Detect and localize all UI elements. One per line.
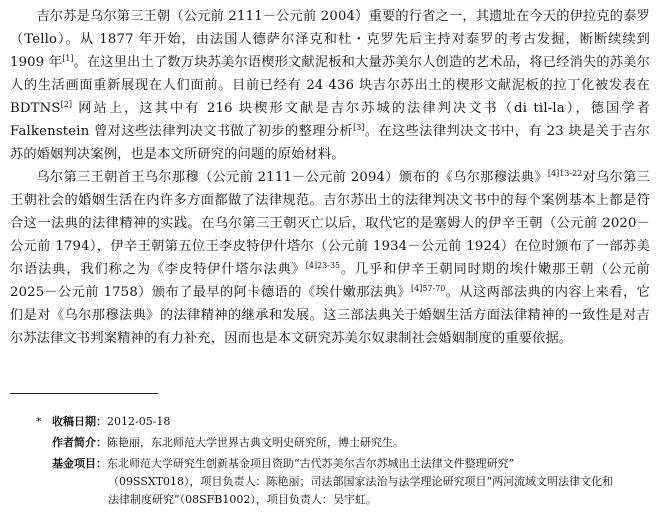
fund-line-1-text: 东北师范大学研究生创新基金项目资助“古代苏美尔吉尔苏城出土法律文件整理研究” bbox=[107, 457, 515, 470]
footnote-received-date bbox=[36, 413, 636, 431]
body-paragraph-1 bbox=[10, 5, 650, 166]
para2-text-2: 对乌尔第三王朝社会的婚姻生活在内许多方面都做了法律规范。吉尔苏出土的法律判决文书中的每个案例基本上都是符合这一法典的法律精神的实践。在乌尔第三王朝灭亡以后，取代它的是塞姆人的伊辛王朝（公元前 2020－公元前 1794），伊辛王朝第五位王李皮特伊什塔尔（公元前 1934－公元前 1924）在位时颁布了一部苏美尔语法典，我们称之为《李皮特伊什塔尔法典》 bbox=[10, 170, 650, 277]
body-paragraph-2 bbox=[10, 166, 650, 350]
para2-text-4: 。从这两部法典的内容上来看，它们是对《乌尔那穆法典》的法律精神的继承和发展。这三部法典关于婚姻生活方面法律精神的一致性是对吉尔苏法律文书判案精神的有力补充，因而也是本文研究苏美尔奴隶制社会婚姻制度的重要依据。 bbox=[10, 285, 650, 346]
author-label: 作者简介： bbox=[52, 436, 107, 449]
citation-ref-6: [4]57-70 bbox=[410, 284, 446, 293]
citation-ref-5: [4]23-35 bbox=[305, 261, 341, 270]
para1-text-1: 吉尔苏是乌尔第三王朝（公元前 2111－公元前 2004）重要的行省之一，其遗址在今天的伊拉克的泰罗（Tello）。从 1877 年开始，由法国人德萨尔泽克和杜・克罗先后主持对泰罗的考古发掘，断断续续到 1909 年 bbox=[10, 9, 650, 70]
fund-line-2: （09SSXT018），项目负责人：陈艳丽；司法部国家法治与法学理论研究项目“两河流域文明法律文化和 bbox=[108, 475, 614, 488]
footnote-fund-project bbox=[52, 455, 642, 509]
fund-label: 基金项目： bbox=[52, 457, 107, 470]
footnote-star: * bbox=[36, 415, 42, 428]
para1-text-2: 。在这里出土了数万块苏美尔语楔形文献泥板和大量苏美尔人创造的艺术品，将已经消失的苏美尔人的生活画面重新展现在人们面前。目前已经有 24 436 块吉尔苏出土的楔形文献泥板的拉丁化被发表在 BDTNS bbox=[10, 55, 650, 116]
para2-text-3: 。几乎和伊辛王朝同时期的埃什嫩那王朝（公元前 2025－公元前 1758）颁布了最早的阿卡德语的《埃什嫩那法典》 bbox=[10, 262, 650, 300]
footnote-divider bbox=[10, 393, 158, 394]
received-label: 收稿日期： bbox=[52, 415, 107, 428]
para2-text-1: 乌尔第三王朝首王乌尔那穆（公元前 2111－公元前 2094）颁布的《乌尔那穆法典》 bbox=[36, 170, 548, 185]
citation-ref-1: [1] bbox=[62, 54, 74, 63]
para1-text-3: 网站上，这其中有 216 块楔形文献是吉尔苏城的法律判决文书（di til-la），德国学者 Falkenstein 曾对这些法律判决文书做了初步的整理分析 bbox=[10, 101, 650, 139]
author-value: 陈艳丽，东北师范大学世界古典文明史研究所，博士研究生。 bbox=[107, 436, 404, 449]
received-value: 2012-05-18 bbox=[107, 415, 171, 428]
citation-ref-4: [4]13-22 bbox=[547, 169, 583, 178]
footnote-author-intro bbox=[52, 434, 652, 452]
citation-ref-2: [2] bbox=[60, 100, 72, 109]
citation-ref-3: [3] bbox=[353, 123, 365, 132]
fund-line-1 bbox=[52, 455, 642, 473]
fund-line-3: 法律制度研究”（08SFB1002），项目负责人：吴宇虹。 bbox=[108, 493, 377, 506]
para1-text-4: 。在这些法律判决文书中，有 23 块是关于吉尔苏的婚姻判决案例，也是本文所研究的问题的原始材料。 bbox=[10, 124, 650, 162]
